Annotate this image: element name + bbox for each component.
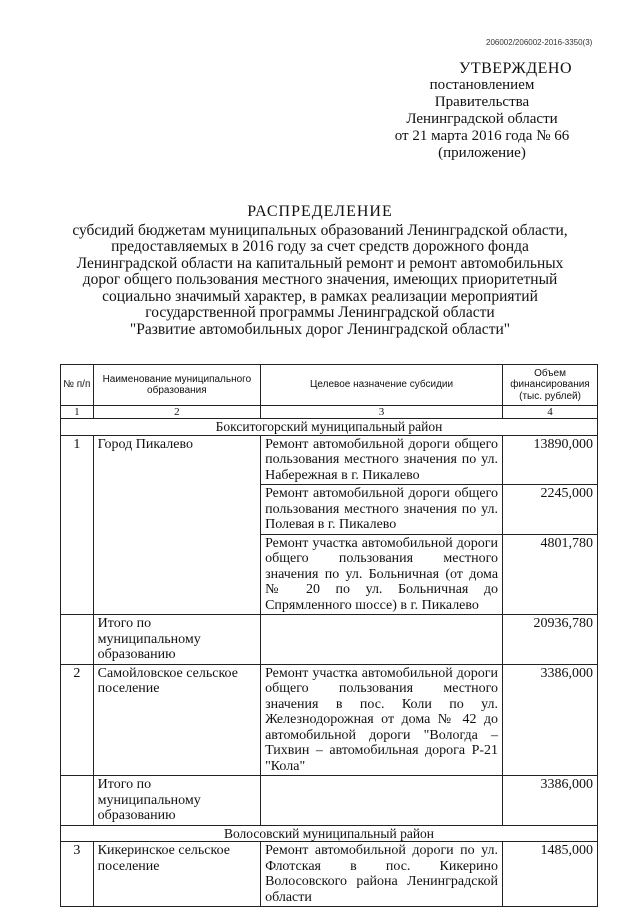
approval-line: (приложение) bbox=[438, 145, 526, 161]
empty-cell bbox=[61, 615, 94, 665]
column-number-row bbox=[61, 406, 598, 419]
header-amount: Объем финансирования (тыс. рублей) bbox=[503, 365, 598, 406]
subsidy-amount: 4801,780 bbox=[503, 534, 598, 615]
municipality-name: Город Пикалево bbox=[93, 435, 260, 615]
municipality-name: Самойловское сельское поселение bbox=[93, 664, 260, 776]
document-title bbox=[70, 204, 570, 338]
section-title: Волосовский муниципальный район bbox=[61, 825, 598, 842]
title-line: предоставляемых в 2016 году за счет средств дорожного фонда bbox=[111, 238, 529, 255]
distribution-table bbox=[60, 364, 598, 907]
subsidy-purpose: Ремонт автомобильной дороги по ул. Флотская в пос. Кикерино Волосовского района Ленинградской области bbox=[261, 842, 503, 907]
municipality-name: Кикеринское сельское поселение bbox=[93, 842, 260, 907]
header-purpose: Целевое назначение субсидии bbox=[261, 365, 503, 406]
header-number: № п/п bbox=[61, 365, 94, 406]
column-number: 3 bbox=[261, 406, 503, 419]
title-line: дорог общего пользования местного значения, имеющих приоритетный bbox=[82, 271, 558, 288]
table-header-row bbox=[61, 365, 598, 406]
subsidy-amount: 2245,000 bbox=[503, 485, 598, 535]
title-heading: РАСПРЕДЕЛЕНИЕ bbox=[247, 203, 393, 220]
subsidy-purpose: Ремонт автомобильной дороги общего пользования местного значения по ул. Полевая в г. Пикалево bbox=[261, 485, 503, 535]
row-number: 3 bbox=[61, 842, 94, 907]
section-title: Бокситогорский муниципальный район bbox=[61, 419, 598, 436]
subsidy-amount: 13890,000 bbox=[503, 435, 598, 485]
approval-line: постановлением Правительства bbox=[429, 77, 535, 110]
row-number: 2 bbox=[61, 664, 94, 776]
column-number: 1 bbox=[61, 406, 94, 419]
approval-line: Ленинградской области bbox=[406, 111, 558, 127]
column-number: 2 bbox=[93, 406, 260, 419]
row-number: 1 bbox=[61, 435, 94, 615]
table-row bbox=[61, 435, 598, 485]
empty-cell bbox=[261, 776, 503, 826]
subsidy-purpose: Ремонт участка автомобильной дороги общего пользования местного значения в пос. Коли по ул. Железнодорожная от дома № 42 до автомобильной дороги "Вологда – Тихвин – автомобильная дорога Р-21 "Кола" bbox=[261, 664, 503, 776]
title-line: субсидий бюджетам муниципальных образований Ленинградской области, bbox=[72, 221, 568, 239]
title-line: Ленинградской области на капитальный ремонт и ремонт автомобильных bbox=[76, 254, 564, 272]
subsidy-purpose: Ремонт автомобильной дороги общего пользования местного значения по ул. Набережная в г. Пикалево bbox=[261, 435, 503, 485]
total-amount: 3386,000 bbox=[503, 776, 598, 826]
total-row bbox=[61, 615, 598, 665]
empty-cell bbox=[61, 776, 94, 826]
header-municipality: Наименование муниципального образования bbox=[93, 365, 260, 406]
total-row bbox=[61, 776, 598, 826]
title-line: государственной программы Ленинградской области bbox=[145, 304, 495, 321]
column-number: 4 bbox=[503, 406, 598, 419]
approval-title: УТВЕРЖДЕНО bbox=[458, 60, 572, 77]
document-id: 206002/206002-2016-3350(3) bbox=[486, 38, 593, 47]
table-row bbox=[61, 664, 598, 776]
subsidy-purpose: Ремонт участка автомобильной дороги общего пользования местного значения по ул. Больничная (от дома № 20 по ул. Больничная до Спрямленного шоссе) в г. Пикалево bbox=[261, 534, 503, 615]
title-line: социально значимый характер, в рамках реализации мероприятий bbox=[102, 287, 538, 305]
subsidy-amount: 3386,000 bbox=[503, 664, 598, 776]
total-label: Итого по муниципальному образованию bbox=[93, 776, 260, 826]
section-row bbox=[61, 825, 598, 842]
total-label: Итого по муниципальному образованию bbox=[93, 615, 260, 665]
total-amount: 20936,780 bbox=[503, 615, 598, 665]
table-row bbox=[61, 842, 598, 907]
approval-line: от 21 марта 2016 года № 66 bbox=[394, 128, 570, 144]
section-row bbox=[61, 419, 598, 436]
subsidy-amount: 1485,000 bbox=[503, 842, 598, 907]
title-line: "Развитие автомобильных дорог Ленинградской области" bbox=[129, 320, 511, 338]
approval-block bbox=[392, 60, 572, 162]
empty-cell bbox=[261, 615, 503, 665]
